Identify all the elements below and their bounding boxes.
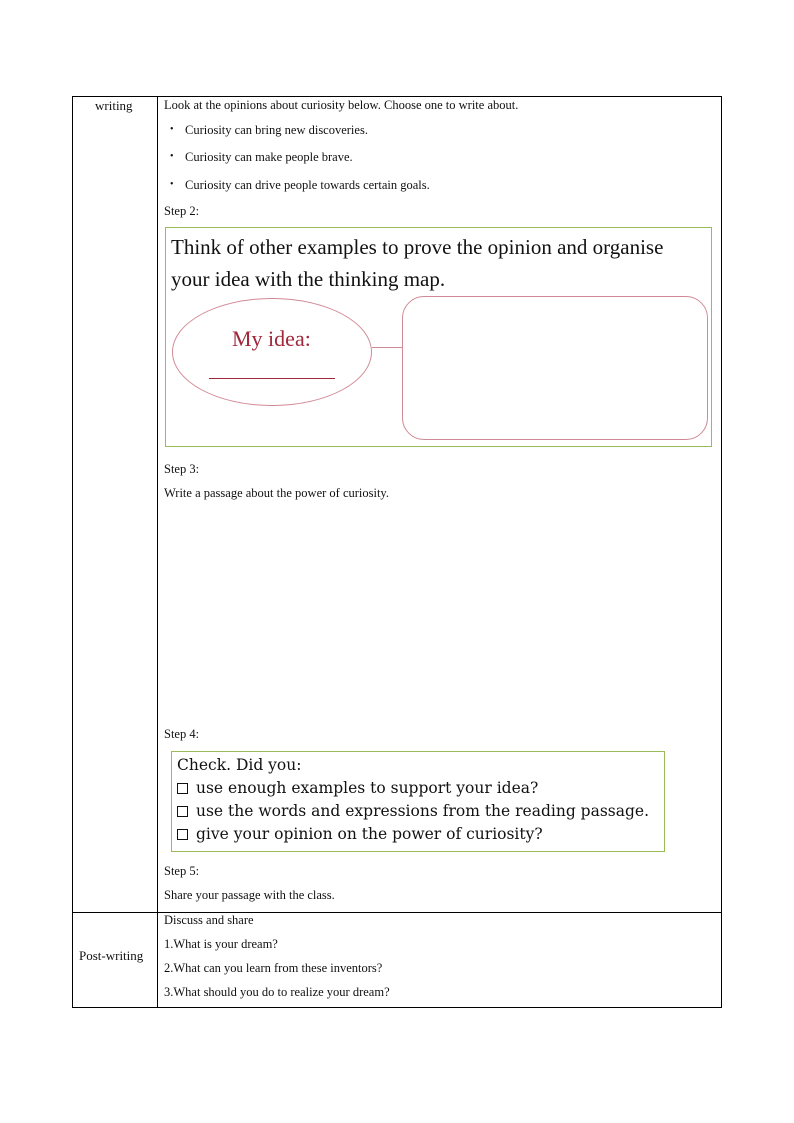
- step2-instruction: your idea with the thinking map.: [171, 267, 446, 291]
- column-divider: [157, 97, 158, 1007]
- map-connector: [372, 347, 403, 348]
- step2-instruction: Think of other examples to prove the opinion and organise: [171, 235, 664, 259]
- intro-text: Look at the opinions about curiosity below. Choose one to write about.: [164, 98, 519, 112]
- step2-label: Step 2:: [164, 204, 200, 218]
- examples-box: [402, 296, 708, 440]
- opinion-item: Curiosity can make people brave.: [185, 150, 353, 164]
- checklist-item: use the words and expressions from the reading passage.: [177, 800, 649, 823]
- checkbox-icon: [177, 783, 188, 794]
- checklist-item: use enough examples to support your idea?: [177, 777, 538, 800]
- step3-label: Step 3:: [164, 462, 200, 476]
- my-idea-label: My idea:: [232, 326, 311, 351]
- post-writing-line: 3.What should you do to realize your dream?: [164, 985, 390, 999]
- bullet-icon: •: [170, 151, 174, 162]
- step4-label: Step 4:: [164, 727, 200, 741]
- post-writing-line: 2.What can you learn from these inventors?: [164, 961, 383, 975]
- row-label-post-writing: Post-writing: [79, 948, 144, 963]
- step5-text: Share your passage with the class.: [164, 888, 335, 902]
- bullet-icon: •: [170, 179, 174, 190]
- post-writing-line: Discuss and share: [164, 913, 254, 927]
- opinion-item: Curiosity can bring new discoveries.: [185, 123, 368, 137]
- step5-label: Step 5:: [164, 864, 200, 878]
- row-label-writing: writing: [95, 98, 133, 113]
- checklist-item: give your opinion on the power of curiosity?: [177, 823, 543, 846]
- checkbox-icon: [177, 829, 188, 840]
- checklist-heading: Check. Did you:: [177, 756, 302, 774]
- idea-blank-line: [209, 378, 335, 379]
- post-writing-line: 1.What is your dream?: [164, 937, 278, 951]
- bullet-icon: •: [170, 124, 174, 135]
- idea-ellipse: [172, 298, 372, 406]
- checkbox-icon: [177, 806, 188, 817]
- step3-text: Write a passage about the power of curiosity.: [164, 486, 389, 500]
- opinion-item: Curiosity can drive people towards certain goals.: [185, 178, 430, 192]
